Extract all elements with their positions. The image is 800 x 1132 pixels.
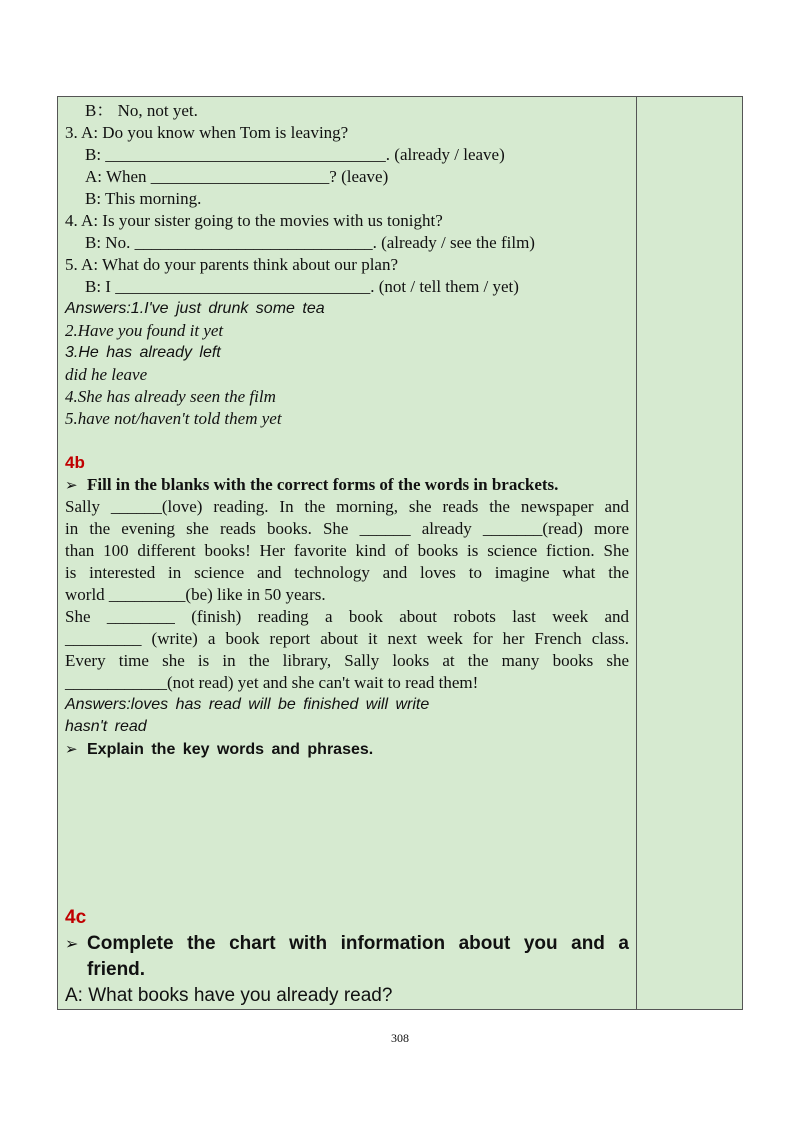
answer-line-4: did he leave: [65, 365, 148, 384]
passage-line-1: Sally ______(love) reading. In the morning, she reads the newspaper and: [65, 497, 629, 516]
section-4b-instruction-text: Fill in the blanks with the correct forms of the words in brackets.: [87, 475, 559, 494]
question-3-a2: A: When _____________________? (leave): [85, 167, 389, 186]
section-4c-heading: 4c: [65, 907, 87, 928]
answer-line-2: 2.Have you found it yet: [65, 321, 224, 340]
question-5-b: B: I ______________________________. (not / tell them / yet): [85, 277, 519, 296]
passage-line-3: than 100 different books! Her favorite kind of books is science fiction. She: [65, 541, 629, 560]
side-notes-cell: [637, 97, 742, 1009]
section-4b-instruction: [65, 474, 629, 496]
spacer: [65, 430, 629, 452]
arrow-bullet-icon: ➢: [65, 934, 79, 953]
section-4c-instruction-line-2: friend.: [87, 959, 146, 980]
arrow-bullet-icon: ➢: [65, 476, 78, 494]
answer-line-3: 3.He has already left: [65, 344, 221, 361]
passage-line-7: _________ (write) a book report about it next week for her French class.: [65, 629, 629, 648]
blank-writing-space: [65, 760, 629, 905]
section-4c-instruction-text-1: Complete the chart with information about you and a: [87, 933, 629, 954]
main-content-cell: [58, 97, 637, 1009]
dialogue-b-response: B： No, not yet.: [85, 101, 198, 120]
worksheet-table: [57, 96, 743, 1010]
section-4b-heading: 4b: [65, 453, 85, 472]
answer-line-6: 5.have not/haven't told them yet: [65, 409, 282, 428]
key-words-instruction: [65, 738, 629, 760]
content-column: [65, 100, 629, 1009]
question-3-b: B: _________________________________. (already / leave): [85, 145, 505, 164]
section-4c-instruction-line-1: [65, 931, 629, 957]
passage-line-8: Every time she is in the library, Sally looks at the many books she: [65, 651, 629, 670]
section-4b-answers-line-2: hasn't read: [65, 718, 147, 735]
section-4c-question: A: What books have you already read?: [65, 985, 393, 1006]
question-3-a: 3. A: Do you know when Tom is leaving?: [65, 123, 349, 142]
passage-line-4: is interested in science and technology and loves to imagine what the: [65, 563, 629, 582]
passage-line-2: in the evening she reads books. She ______ already _______(read) more: [65, 519, 629, 538]
arrow-bullet-icon: ➢: [65, 740, 78, 758]
question-4-b: B: No. ____________________________. (already / see the film): [85, 233, 535, 252]
passage-line-9: ____________(not read) yet and she can't wait to read them!: [65, 673, 479, 692]
section-4b-answers-line-1: Answers:loves has read will be finished will write: [65, 696, 430, 713]
key-words-instruction-text: Explain the key words and phrases.: [87, 741, 374, 758]
question-4-a: 4. A: Is your sister going to the movies with us tonight?: [65, 211, 443, 230]
passage-line-6: She ________ (finish) reading a book about robots last week and: [65, 607, 629, 626]
question-5-a: 5. A: What do your parents think about our plan?: [65, 255, 399, 274]
answer-line-1: Answers:1.I've just drunk some tea: [65, 300, 325, 317]
page-number: 308: [391, 1031, 409, 1045]
question-3-b2: B: This morning.: [85, 189, 202, 208]
passage-line-5: world _________(be) like in 50 years.: [65, 585, 326, 604]
answer-line-5: 4.She has already seen the film: [65, 387, 276, 406]
